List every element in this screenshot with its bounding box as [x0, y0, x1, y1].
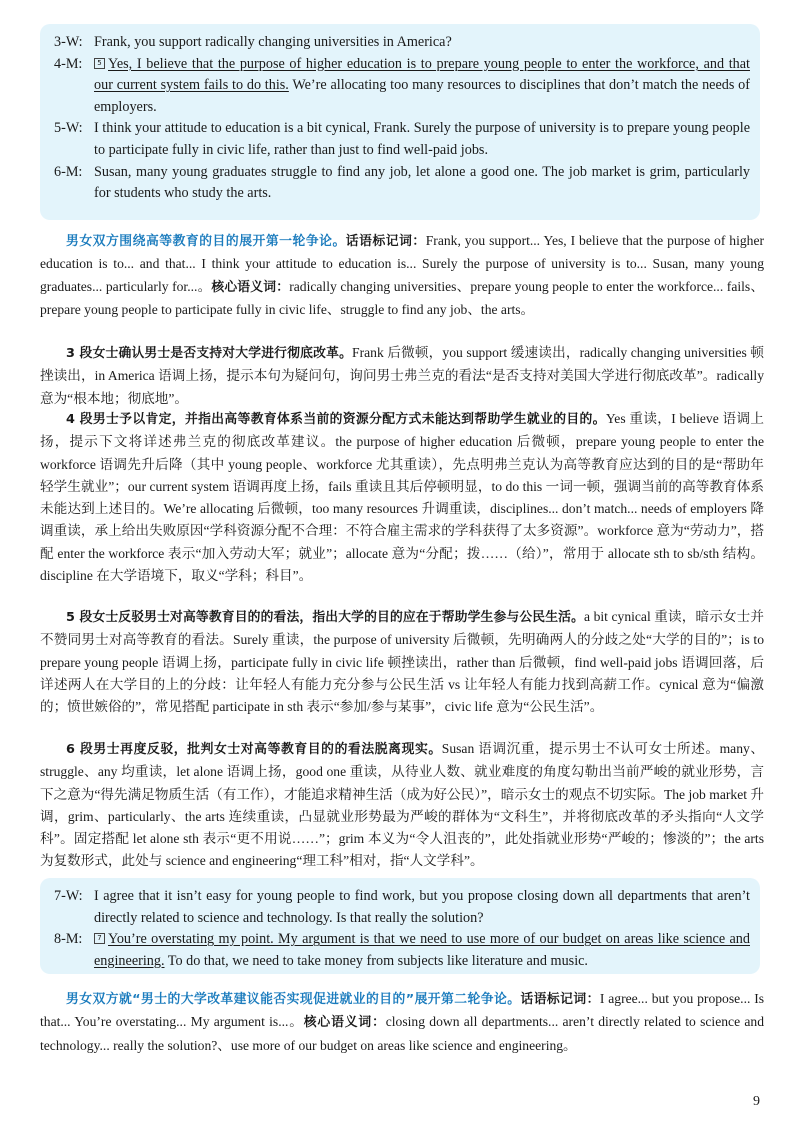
dialogue-text: Susan, many young graduates struggle to find any job, let alone a good one. The job market is grim, particularly for students who study the arts. — [94, 163, 750, 202]
paragraph-5-analysis — [40, 606, 764, 718]
underlined-key-sentence: You’re overstating my point. My argument is that we need to use more of our budget on areas like science and engineering. — [94, 931, 750, 969]
paragraph-text: Yes 重读，I believe 语调上扬，提示下文将详述弗兰克的彻底改革建议。the purpose of higher education 后微顿，prepare young people to enter the workforce 语调先升后降（其中 young people、workforce 尤其重读），先点明弗兰克认为高等教育应达到的目的是“帮助年轻学生就业”；our current system 语调再度上扬，fails 重读且其后停顿明显，to do this 一词一顿，强调当前的高等教育体系未能达到上述目的。We’re allocating 后微顿，too many resources 升调重读，disciplines... don’t match... needs of employers 降调重读，承上给出失败原因“学科资源分配不合理：不符合雇主需求的学科获得了太多资源”。workforce 意为“劳动力”，搭配 enter the workforce 表示“加入劳动大军；就业”；allocate 意为“分配；拨……（给）”，常用于 allocate sth to sb/sth 结构。discipline 在大学语境下，取义“学科；科目”。 — [40, 411, 765, 584]
dialogue-line — [54, 162, 750, 205]
dialogue-text: To do that, we need to take money from subjects like literature and music. — [164, 952, 588, 969]
dialogue-text: Frank, you support radically changing universities in America? — [94, 34, 452, 50]
dialogue-line — [54, 54, 750, 119]
speaker-label: 7-W: — [54, 888, 83, 904]
markers-label: 话语标记词： — [345, 234, 426, 249]
markers-label: 话语标记词： — [520, 992, 600, 1007]
paragraph-4-analysis — [40, 408, 764, 587]
paragraph-text: Susan 语调沉重，提示男士不认可女士所述。many、struggle、any 均重读，let alone 语调上扬，good one 重读，从待业人数、就业难度的角度勾勒出当前严峻的就业形势，言下之意为“得先满足物质生活（有工作），才能追求精神生活（成为好公民）”，暗示女士的观点不切实际。The job market 升调，grim、particularly、the arts 连续重读，凸显就业形势最为严峻的群体为“文科生”，并将彻底改革的矛头指向“人文学科”。固定搭配 let alone sth 表示“更不用说……”；grim 本义为“令人沮丧的”，此处指就业形势“严峻的；惨淡的”；the arts 为复数形式，此处与 science and engineering“理工科”相对，指“人文学科”。 — [40, 741, 765, 869]
speaker-label: 4-M: — [54, 55, 83, 72]
paragraph-3-analysis — [40, 342, 764, 410]
section-heading: 男女双方就“男士的大学改革建议能否实现促进就业的目的”展开第二轮争论。 — [66, 992, 521, 1007]
analysis-summary-2 — [40, 988, 764, 1057]
speaker-label: 6-M: — [54, 163, 83, 180]
dialogue-line — [54, 118, 750, 161]
markers-text: Frank, you support... Yes, I believe that the purpose of higher education is to... and that... I think your attitude to education is... Surely the purpose of university is to... Susan, many young graduates... particularly for...。 — [40, 233, 765, 294]
underlined-key-sentence: Yes, I believe that the purpose of higher education is to prepare young people to enter the workforce, and that our current system fails to do this. — [94, 55, 750, 94]
paragraph-6-analysis — [40, 738, 764, 873]
speaker-label: 5-W: — [54, 120, 83, 137]
dialogue-box-2 — [40, 878, 760, 974]
dialogue-text: We’re allocating too many resources to disciplines that don’t match the needs of employers. — [94, 77, 750, 115]
dialogue-line — [54, 886, 750, 929]
paragraph-heading: 4 段男士予以肯定，并指出高等教育体系当前的资源分配方式未能达到帮助学生就业的目的。 — [66, 412, 606, 427]
dialogue-line — [54, 929, 750, 972]
paragraph-heading: 6 段男士再度反驳，批判女士对高等教育目的的看法脱离现实。 — [66, 742, 442, 757]
question-marker-icon: 5 — [94, 58, 105, 69]
markers-text: I agree... but you propose... Is that... You’re overstating... My argument is...。 — [40, 991, 765, 1030]
section-heading: 男女双方围绕高等教育的目的展开第一轮争论。 — [66, 234, 346, 249]
paragraph-text: a bit cynical 重读，暗示女士并不赞同男士对高等教育的看法。Surely 重读，the purpose of university 后微顿，先明确两人的分歧之处“大学的目的”；is to prepare young people 语调上扬，participate fully in civic life 顿挫读出，rather than 后微顿，find well-paid jobs 语调回落，后详述两人在大学目的上的分歧：让年轻人有能力充分参与公民生活 vs 让年轻人有能力找到高薪工作。cynical 意为“偏激的；愤世嫉俗的”，常见搭配 participate in sth 表示“参加/参与某事”，civic life 意为“公民生活”。 — [40, 609, 765, 715]
paragraph-heading: 5 段女士反驳男士对高等教育目的的看法，指出大学的目的应在于帮助学生参与公民生活。 — [66, 610, 585, 625]
paragraph-text: Frank 后微顿，you support 缓速读出，radically changing universities 顿挫读出，in America 语调上扬，提示本句为疑问句，询问男士弗兰克的看法“是否支持对美国大学进行彻底改革”。radically 意为“根本地；彻底地”。 — [40, 345, 765, 406]
question-marker-icon: 7 — [94, 933, 105, 944]
page-number: 9 — [753, 1094, 760, 1109]
dialogue-box-1 — [40, 24, 760, 220]
speaker-label: 8-M: — [54, 931, 83, 948]
paragraph-heading: 3 段女士确认男士是否支持对大学进行彻底改革。 — [66, 346, 353, 361]
core-label: 核心语义词： — [303, 1015, 386, 1031]
dialogue-line — [54, 32, 750, 54]
speaker-label: 3-W: — [54, 34, 83, 50]
dialogue-text: I think your attitude to education is a bit cynical, Frank. Surely the purpose of university is to prepare young people to participate fully in civic life, rather than just to find well-paid jobs. — [94, 120, 750, 158]
core-text: closing down all departments... aren’t directly related to science and technology... really the solution?、use more of our budget on areas like science and engineering。 — [40, 1014, 765, 1053]
dialogue-text: I agree that it isn’t easy for young people to find work, but you propose closing down all departments that aren’t directly related to science and technology. Is that really the solution? — [94, 888, 750, 926]
core-text: radically changing universities、prepare young people to enter the workforce... fails、prepare young people to participate fully in civic life、struggle to find any job、the arts。 — [40, 278, 764, 317]
analysis-summary-1 — [40, 230, 764, 321]
core-label: 核心语义词： — [211, 279, 290, 295]
